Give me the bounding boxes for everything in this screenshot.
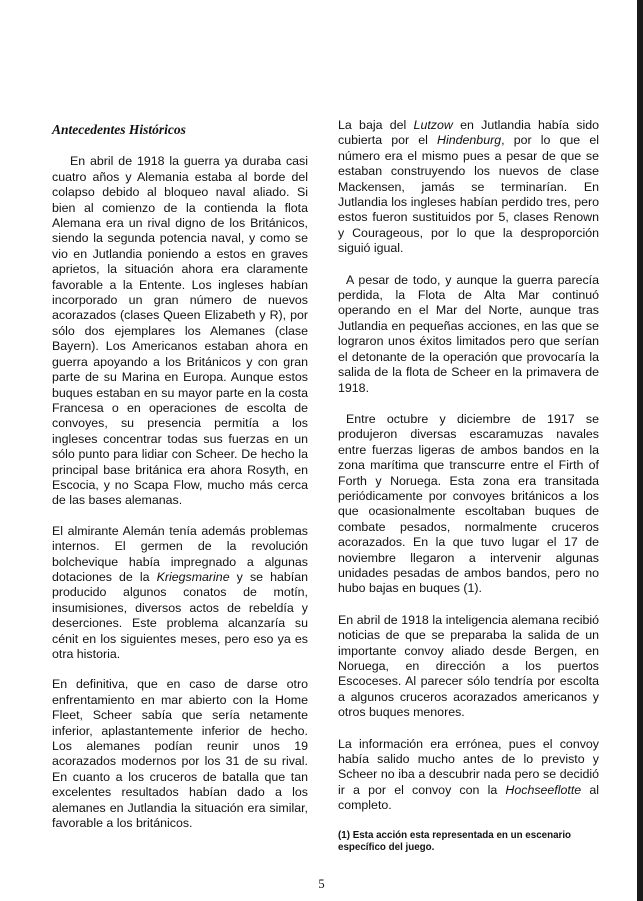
paragraph: La información era errónea, pues el convoy había salido mucho antes de lo previsto y Scheer no iba a descubrir nada pero se decidió ir a por el convoy con la Hochseeflotte al completo.	[338, 736, 599, 813]
paragraph: El almirante Alemán tenía además problemas internos. El germen de la revolución bolchevique había impregnado a algunas dotaciones de la Kriegsmarine y se habían producido algunos conatos de motín, insumisiones, diversos actos de rebeldía y deserciones. Este problema alcanzaría su cénit en los siguientes meses, pero eso ya es otra historia.	[52, 523, 308, 661]
page-edge-bar	[637, 0, 643, 901]
right-column	[338, 118, 599, 855]
page-number: 5	[318, 877, 325, 891]
left-column	[52, 118, 308, 846]
paragraph: La baja del Lutzow en Jutlandia había sido cubierta por el Hindenburg, por lo que el número era el mismo pues a pesar de que se estaban construyendo los nuevos de clase Mackensen, jamás se terminarían. En Jutlandia los ingleses habían perdido tres, pero estos fueron sustituidos por 5, clases Renown y Courageous, por lo que la desproporción siguió igual.	[338, 118, 599, 256]
paragraph: En definitiva, que en caso de darse otro enfrentamiento en mar abierto con la Home Fleet, Scheer sabía que sería netamente inferior, aplastantemente inferior de hecho. Los alemanes podían reunir unos 19 acorazados modernos por los 31 de su rival. En cuanto a los cruceros de batalla que tan excelentes resultados habían dado a los alemanes en Jutlandia la situación era similar, favorable a los británicos.	[52, 677, 308, 831]
paragraph: En abril de 1918 la guerra ya duraba casi cuatro años y Alemania estaba al borde del colapso debido al bloqueo naval aliado. Si bien al comienzo de la contienda la flota Alemana era un rival digno de los Británicos, siendo la segunda potencia naval, y como se vio en Jutlandia poniendo a estos en graves aprietos, la situación ahora era claramente favorable a la Entente. Los ingleses habían incorporado un gran número de nuevos acorazados (clases Queen Elizabeth y R), por sólo dos ejemplares los Alemanes (clase Bayern). Los Americanos estaban ahora en guerra apoyando a los Británicos y con gran parte de su Marina en Europa. Aunque estos buques estaban en su mayor parte en la costa Francesa o en operaciones de escolta de convoyes, su presencia permitía a los ingleses concentrar todas sus fuerzas en un sólo punto para lidiar con Scheer. De hecho la principal base británica era ahora Rosyth, en Escocia, y no Scapa Flow, mucho más cerca de las bases alemanas.	[52, 154, 308, 508]
paragraph: Entre octubre y diciembre de 1917 se produjeron diversas escaramuzas navales entre fuerzas ligeras de ambos bandos en la zona marítima que transcurre entre el Firth of Forth y Noruega. Esta zona era transitada periódicamente por convoyes británicos a los que ocasionalmente escoltaban buques de combate pesados, normalmente cruceros acorazados. En la que tuvo lugar el 17 de noviembre llegaron a intervenir algunas unidades pesadas de ambos bandos, pero no hubo bajas en buques (1).	[338, 411, 599, 596]
footnote: (1) Esta acción esta representada en un escenario específico del juego.	[338, 829, 572, 854]
paragraph: A pesar de todo, y aunque la guerra parecía perdida, la Flota de Alta Mar continuó operando en el Mar del Norte, aunque tras Jutlandia en pequeñas acciones, en las que se lograron unos éxitos limitados pero que serían el detonante de la operación que provocaría la salida de la flota de Scheer en la primavera de 1918.	[338, 272, 599, 395]
section-heading: Antecedentes Históricos	[52, 122, 186, 137]
paragraph: En abril de 1918 la inteligencia alemana recibió noticias de que se preparaba la salida de un importante convoy aliado desde Bergen, en Noruega, en dirección a los puertos Escoceses. Al parecer sólo tendría por escolta a algunos cruceros acorazados americanos y otros buques menores.	[338, 612, 599, 720]
